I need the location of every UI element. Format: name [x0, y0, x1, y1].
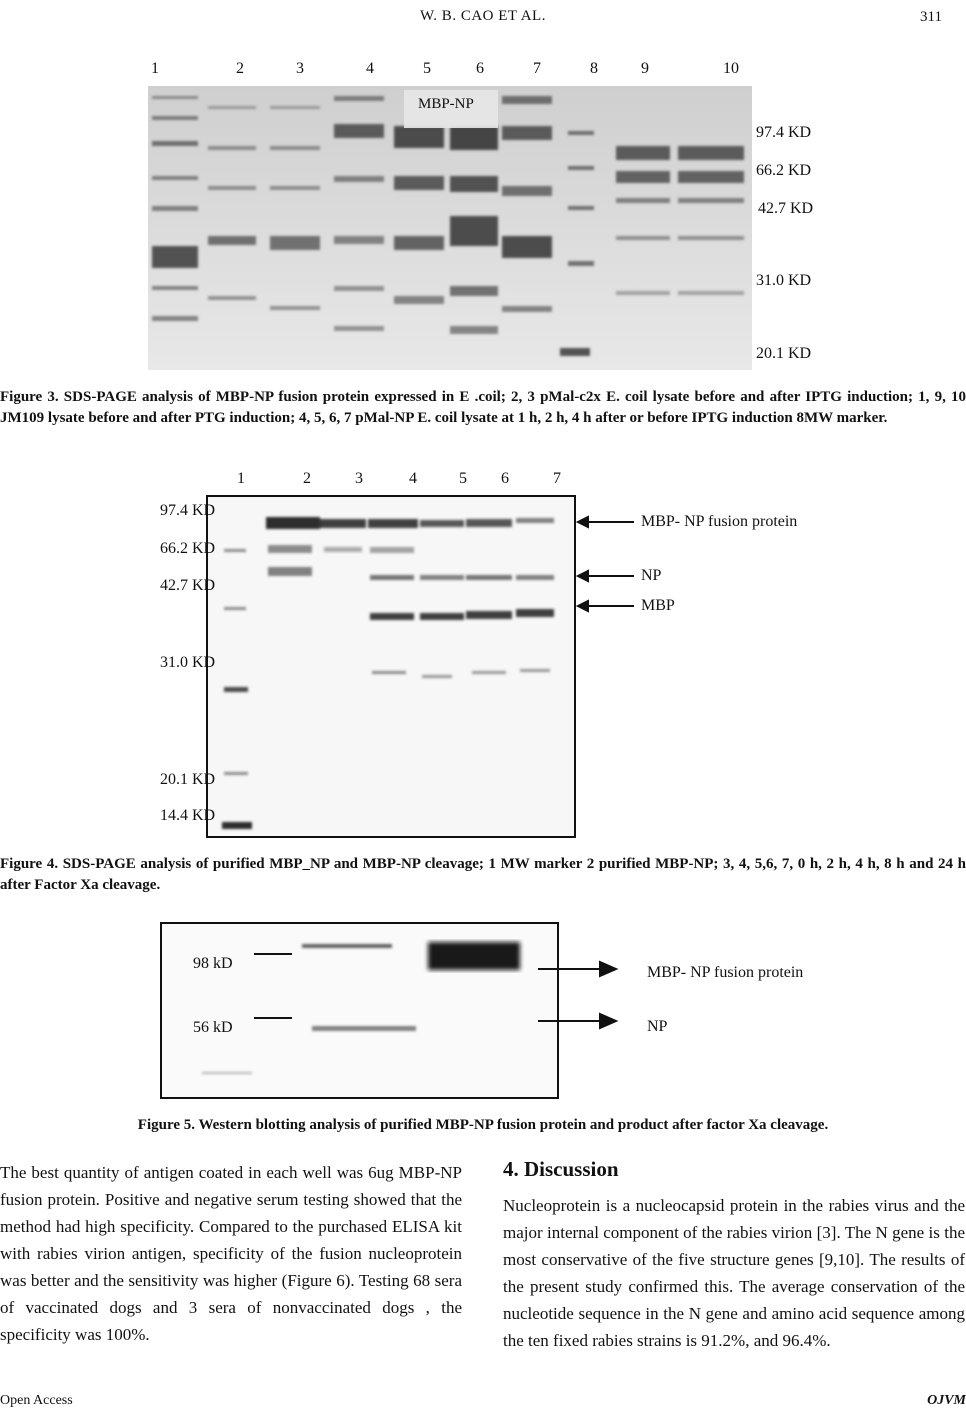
fig3-marker-42: 42.7 KD [758, 200, 814, 217]
fig3-lane-8: 8 [590, 60, 598, 77]
fig5-arrow-np: NP [647, 1018, 668, 1035]
fig4-arrow-np: NP [641, 567, 662, 584]
fig4-arrow-fusion: MBP- NP fusion protein [641, 513, 798, 530]
page-number: 311 [920, 9, 942, 25]
fig3-lane-1: 1 [151, 60, 159, 77]
fig4-marker-42: 42.7 KD [160, 577, 216, 594]
fig4-gel-image [206, 495, 576, 838]
fig3-lane-2: 2 [236, 60, 244, 77]
fig4-lane-3: 3 [355, 470, 363, 487]
fig3-marker-20: 20.1 KD [756, 345, 812, 362]
fig4-marker-14: 14.4 KD [160, 807, 216, 824]
fig4-marker-66: 66.2 KD [160, 540, 216, 557]
fig3-gel-image [148, 86, 752, 370]
fig4-lane-5: 5 [459, 470, 467, 487]
fig3-lane-5: 5 [423, 60, 431, 77]
fig4-caption: Figure 4. SDS-PAGE analysis of purified MBP_NP and MBP-NP cleavage; 1 MW marker 2 purified MBP-NP; 3, 4, 5,6, 7, 0 h, 2 h, 4 h, 8 h and 24 h after Factor Xa cleavage. [0, 856, 966, 893]
fig5-marker-56: 56 kD [193, 1019, 233, 1036]
fig3-caption: Figure 3. SDS-PAGE analysis of MBP-NP fusion protein expressed in E .coil; 2, 3 pMal-c2x E. coil lysate before and after IPTG induction; 1, 9, 10 JM109 lysate before and after PTG induction; 4, 5, 6, 7 pMal-NP E. coil lysate at 1 h, 2 h, 4 h after or before IPTG induction 8MW marker. [0, 389, 966, 426]
footer-journal: OJVM [927, 1393, 966, 1408]
running-head: W. B. CAO ET AL. [420, 8, 546, 24]
fig5-caption: Figure 5. Western blotting analysis of purified MBP-NP fusion protein and product after factor Xa cleavage. [137, 1117, 829, 1133]
fig4-arrows-icon [576, 510, 636, 620]
fig4-lane-7: 7 [553, 470, 561, 487]
fig3-marker-66: 66.2 KD [756, 162, 812, 179]
fig3-lane-9: 9 [641, 60, 649, 77]
left-column-paragraph: The best quantity of antigen coated in each well was 6ug MBP-NP fusion protein. Positive and negative serum testing showed that the method had high specificity. Compared to the purchased ELISA kit with rabies virion antigen, specificity of the fusion nucleoprotein was better and the sensitivity was higher (Figure 6). Testing 68 sera of vaccinated dogs and 3 sera of nonvaccinated dogs , the specificity was 100%. [0, 1163, 462, 1344]
fig4-arrow-mbp: MBP [641, 597, 675, 614]
fig5-blot-image [160, 922, 559, 1099]
section-title: 4. Discussion [503, 1157, 619, 1181]
fig4-lane-2: 2 [303, 470, 311, 487]
fig4-lane-6: 6 [501, 470, 509, 487]
fig4-lane-1: 1 [237, 470, 245, 487]
fig3-lane-3: 3 [296, 60, 304, 77]
fig5-arrows-icon [538, 958, 620, 1033]
fig3-marker-97: 97.4 KD [756, 124, 812, 141]
fig3-lane-10: 10 [723, 60, 739, 77]
fig3-lane-7: 7 [533, 60, 541, 77]
fig5-arrow-fusion: MBP- NP fusion protein [647, 964, 804, 981]
fig5-marker-98: 98 kD [193, 955, 233, 972]
fig4-marker-97: 97.4 KD [160, 502, 216, 519]
fig4-lane-4: 4 [409, 470, 417, 487]
footer-open-access: Open Access [0, 1393, 73, 1408]
fig4-marker-20: 20.1 KD [160, 771, 216, 788]
right-column-paragraph: Nucleoprotein is a nucleocapsid protein in the rabies virus and the major internal component of the rabies virion [3]. The N gene is the most conservative of the five structure genes [9,10]. The results of the present study confirmed this. The average conservation of the nucleotide sequence in the N gene and amino acid sequence among the ten fixed rabies strains is 91.2%, and 96.4%. [503, 1196, 965, 1350]
fig3-lane-4: 4 [366, 60, 374, 77]
fig3-box-label: MBP-NP [418, 96, 474, 112]
fig4-marker-31: 31.0 KD [160, 654, 216, 671]
fig3-marker-31: 31.0 KD [756, 272, 812, 289]
fig3-lane-6: 6 [476, 60, 484, 77]
